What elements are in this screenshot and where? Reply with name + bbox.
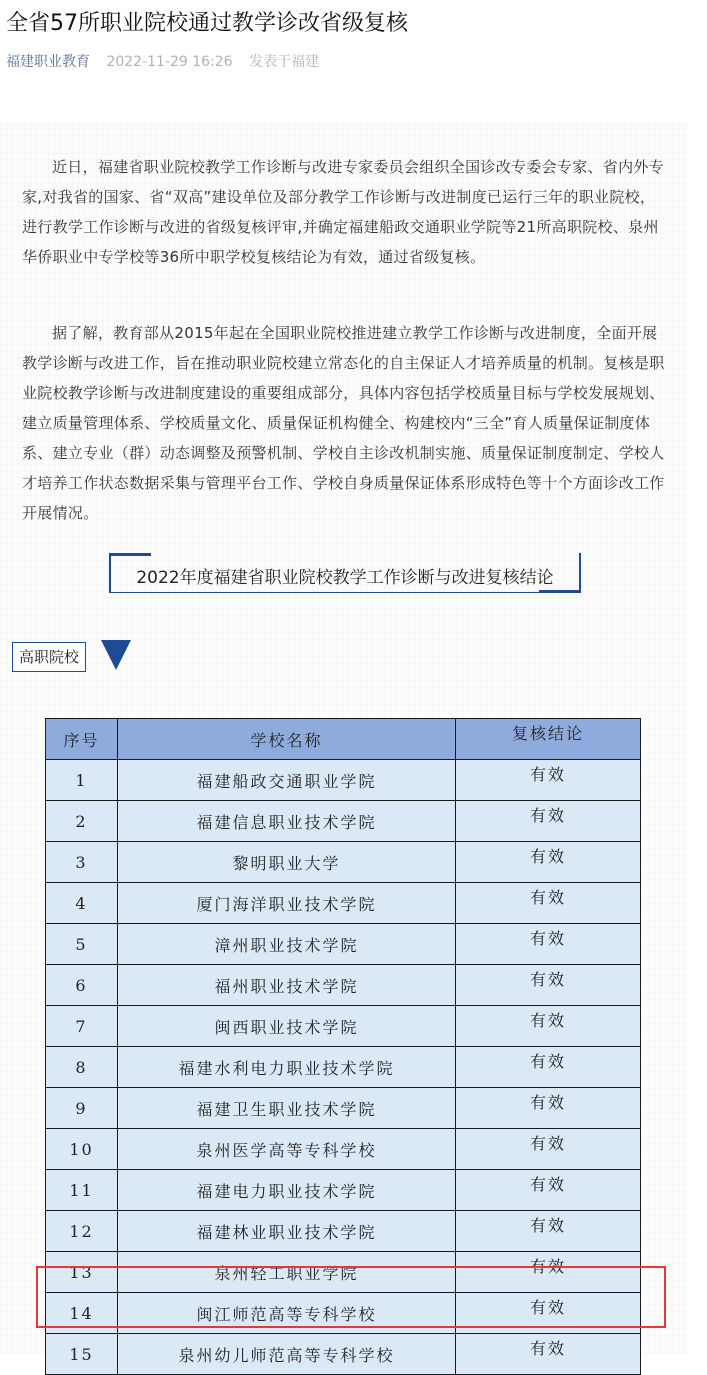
row-index: 3 (46, 842, 118, 883)
section-title-box (109, 553, 581, 593)
review-result: 有效 (456, 1252, 641, 1293)
table-row (46, 1334, 641, 1375)
row-index: 10 (46, 1129, 118, 1170)
review-result: 有效 (456, 1334, 641, 1375)
table-row (46, 1088, 641, 1129)
table-row (46, 1211, 641, 1252)
article-title: 全省57所职业院校通过教学诊改省级复核 (6, 11, 408, 36)
publish-location: 发表于福建 (249, 54, 320, 70)
review-result: 有效 (456, 842, 641, 883)
row-index: 8 (46, 1047, 118, 1088)
col-header-index: 序号 (46, 719, 118, 760)
school-name: 泉州轻工职业学院 (118, 1252, 456, 1293)
paragraph-1: 近日，福建省职业院校教学工作诊断与改进专家委员会组织全国诊改专委会专家、省内外专家,对我省的国家、省“双高”建设单位及部分教学工作诊断与改进制度已运行三年的职业院校，进行教学工作诊断与改进的省级复核评审,并确定福建船政交通职业学院等21所高职院校、泉州华侨职业中专学校等36所中职学校复核结论为有效，通过省级复核。 (22, 158, 665, 266)
table-row (46, 801, 641, 842)
col-header-result: 复核结论 (456, 719, 641, 760)
review-result: 有效 (456, 965, 641, 1006)
school-name: 福建卫生职业技术学院 (118, 1088, 456, 1129)
review-result: 有效 (456, 1129, 641, 1170)
row-index: 15 (46, 1334, 118, 1375)
school-name: 闽西职业技术学院 (118, 1006, 456, 1047)
triangle-down-icon (101, 640, 131, 670)
review-result: 有效 (456, 1047, 641, 1088)
review-result: 有效 (456, 801, 641, 842)
review-result: 有效 (456, 1211, 641, 1252)
review-result: 有效 (456, 760, 641, 801)
table-row (46, 1129, 641, 1170)
school-name: 厦门海洋职业技术学院 (118, 883, 456, 924)
row-index: 12 (46, 1211, 118, 1252)
school-name: 福建电力职业技术学院 (118, 1170, 456, 1211)
table-row (46, 924, 641, 965)
row-index: 1 (46, 760, 118, 801)
review-result: 有效 (456, 1293, 641, 1334)
school-name: 闽江师范高等专科学校 (118, 1293, 456, 1334)
table-row (46, 1047, 641, 1088)
school-name: 漳州职业技术学院 (118, 924, 456, 965)
article-meta (6, 51, 319, 71)
table-row (46, 760, 641, 801)
category-tag: 高职院校 (12, 642, 86, 672)
row-index: 4 (46, 883, 118, 924)
paragraph-2: 据了解，教育部从2015年起在全国职业院校推进建立教学工作诊断与改进制度，全面开展教学诊断与改进工作，旨在推动职业院校建立常态化的自主保证人才培养质量的机制。复核是职业院校教学诊断与改进制度建设的重要组成部分，具体内容包括学校质量目标与学校发展规划、建立质量管理体系、学校质量文化、质量保证机构健全、构建校内“三全”育人质量保证制度体系、建立专业（群）动态调整及预警机制、学校自主诊改机制实施、质量保证制度制定、学校人才培养工作状态数据采集与管理平台工作、学校自身质量保证体系形成特色等十个方面诊改工作开展情况。 (22, 324, 665, 522)
row-index: 2 (46, 801, 118, 842)
school-name: 福建水利电力职业技术学院 (118, 1047, 456, 1088)
review-result: 有效 (456, 924, 641, 965)
review-result: 有效 (456, 1170, 641, 1211)
table-row (46, 1006, 641, 1047)
row-index: 13 (46, 1252, 118, 1293)
row-index: 11 (46, 1170, 118, 1211)
school-name: 泉州医学高等专科学校 (118, 1129, 456, 1170)
review-result: 有效 (456, 1088, 641, 1129)
row-index: 7 (46, 1006, 118, 1047)
row-index: 9 (46, 1088, 118, 1129)
review-result: 有效 (456, 1006, 641, 1047)
table-row (46, 965, 641, 1006)
row-index: 14 (46, 1293, 118, 1334)
row-index: 5 (46, 924, 118, 965)
review-result: 有效 (456, 883, 641, 924)
school-name: 福州职业技术学院 (118, 965, 456, 1006)
publish-time: 2022-11-29 16:26 (106, 54, 233, 70)
table-row (46, 883, 641, 924)
school-name: 福建信息职业技术学院 (118, 801, 456, 842)
school-name: 泉州幼儿师范高等专科学校 (118, 1334, 456, 1375)
row-index: 6 (46, 965, 118, 1006)
highlight-box (36, 1266, 666, 1328)
section-title: 2022年度福建省职业院校教学工作诊断与改进复核结论 (136, 568, 554, 588)
school-name: 福建林业职业技术学院 (118, 1211, 456, 1252)
table-row (46, 1170, 641, 1211)
col-header-school: 学校名称 (118, 719, 456, 760)
table-row (46, 842, 641, 883)
school-name: 黎明职业大学 (118, 842, 456, 883)
school-name: 福建船政交通职业学院 (118, 760, 456, 801)
account-name-link[interactable]: 福建职业教育 (6, 54, 90, 70)
table-header-row (46, 719, 641, 760)
